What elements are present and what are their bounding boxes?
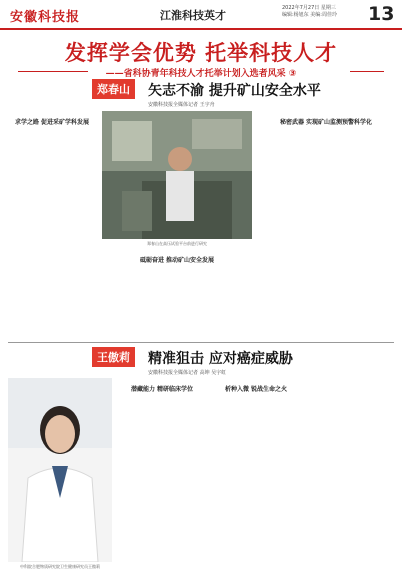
feature1-name-tag: 郑春山 [92,79,135,99]
page-number: 13 [368,3,395,25]
feature2-title: 精准狙击 应对癌症威胁 [148,351,293,367]
feature1-photo [102,111,252,239]
feature1-column-2 [102,249,252,337]
feature1-column-1 [8,111,96,337]
feature2-column-1 [118,378,206,568]
feature2-byline: 安徽科技报全媒体记者 高坤 吴宇虹 [148,370,227,376]
feature1-title: 矢志不渝 提升矿山安全水平 [148,83,321,99]
subheadline: ——省科协青年科技人才托举计划入选者风采 ③ [105,69,297,79]
issue-info [282,5,337,19]
feature2-section-head-2: 析种入微 锐战生命之火 [224,386,288,393]
feature2-section-head-1: 潜藏能力 精研临床学位 [130,386,194,393]
feature-divider [8,342,394,343]
feature1-column-3 [258,111,394,337]
issue-date: 2022年7月27日 星期三 [282,5,336,11]
feature1-byline: 安徽科技报全媒体记者 王宇舟 [148,102,215,108]
masthead [0,0,402,30]
feature2-photo-caption: 中科院合肥物质研究院卫生健康研究员王傲莉 [20,564,100,569]
headline: 发挥学会优势 托举科技人才 [64,41,338,65]
section-title: 江淮科技英才 [160,9,226,22]
feature2-photo [8,378,112,562]
feature2-name-tag: 王傲莉 [92,347,135,367]
subhead-rule-right [350,71,384,72]
feature1-photo-caption: 郑春山在高压试验平台前进行研究 [147,241,207,246]
feature2-column-2 [212,378,300,568]
feature1-section-head-1: 求学之路 促进采矿学科发展 [14,119,90,126]
feature2-column-3 [306,378,394,568]
feature1-section-head-2: 砥砺奋进 推动矿山安全发展 [139,257,215,264]
paper-name: 安徽科技报 [10,10,81,25]
feature1-section-head-3: 秘密武器 实现矿山监测预警科学化 [279,119,373,126]
issue-editors: 编辑:杨旭东 美编:周佳玲 [282,12,337,18]
